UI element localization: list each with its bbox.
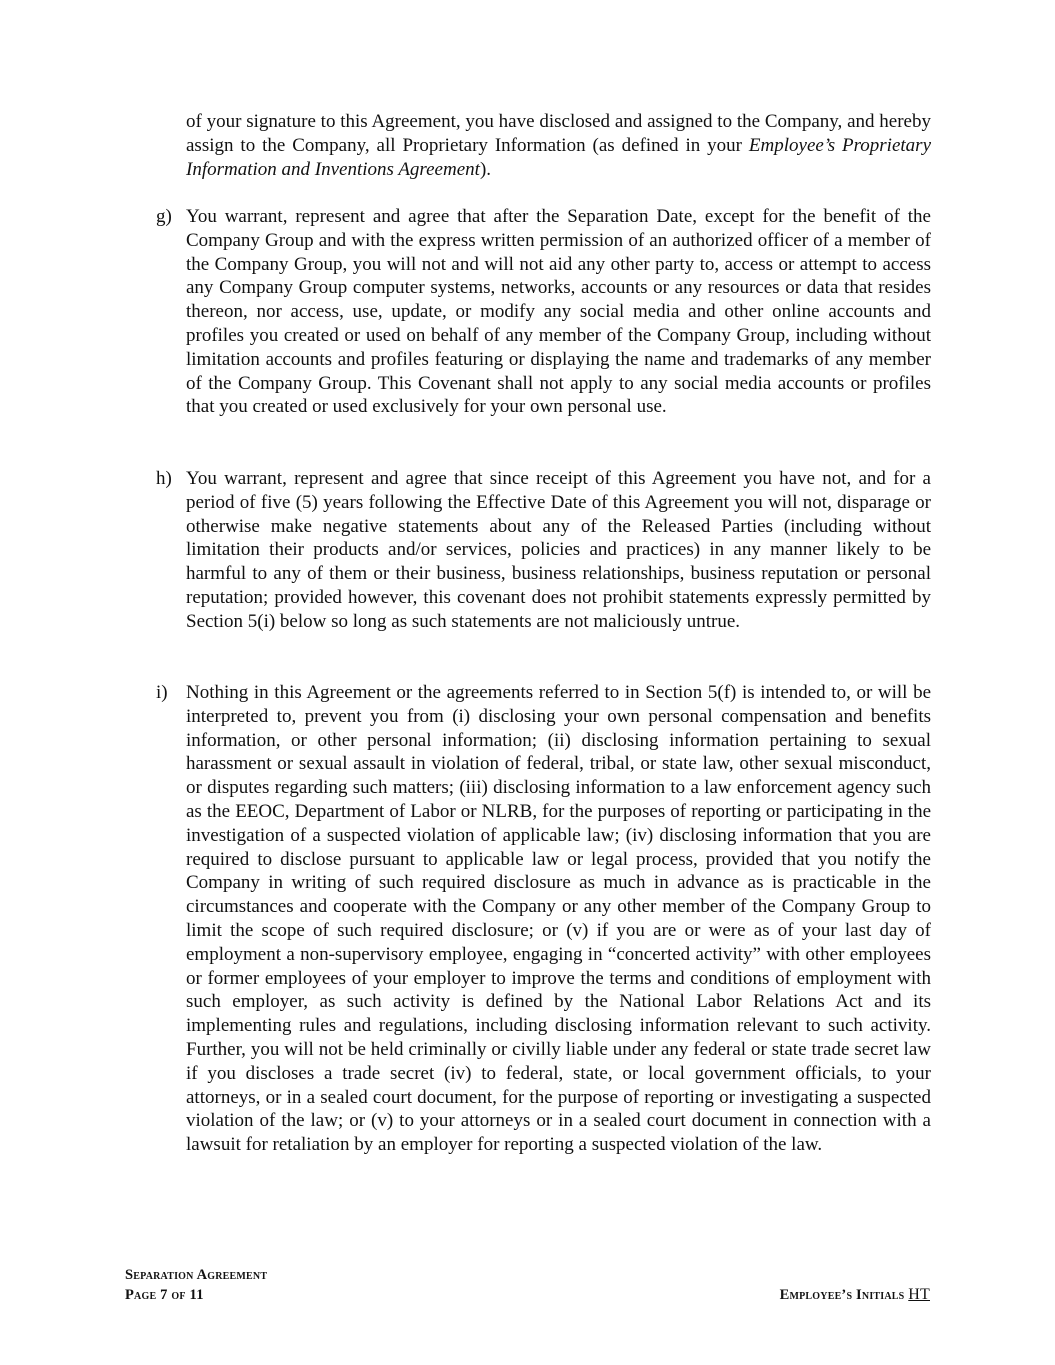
section-i-text: Nothing in this Agreement or the agreements referred to in Section 5(f) is intended to, or will be interpreted to, prevent you from (i) disclosing your own personal compensation and benefits information, or other personal information; (ii) disclosing information pertaining to sexual harassment or sexual assault in violation of federal, tribal, or state law, other sexual misconduct, or disputes regarding such matters; (iii) disclosing information to a law enforcement agency such as the EEOC, Department of Labor or NLRB, for the purposes of reporting or participating in the investigation of a suspected violation of applicable law; (iv) disclosing information that you are required to disclose pursuant to applicable law or legal process, provided that you notify the Company in writing of such required disclosure as much in advance as is practicable in the circumstances and cooperate with the Company or any other member of the Company Group to limit the scope of such required disclosure; or (v) if you are or were as of your last day of employment a non-supervisory employee, engaging in “concerted activity” with other employees or former employees of your employer to improve the terms and conditions of employment with such employer, as such activity is defined by the National Labor Relations Act and its implementing rules and regulations, including disclosing information relevant to such activity. Further, you will not be held criminally or civilly liable under any federal or state trade secret law if you discloses a trade secret (iv) to federal, state, or local government officials, to your attorneys, or in a sealed court document, for the purpose of reporting or investigating a suspected violation of the law; or (v) to your attorneys or in a sealed court document in connection with a lawsuit for retaliation by an employer for reporting a suspected violation of the law. [186, 682, 931, 1156]
footer-page-number: Page 7 of 11 [125, 1287, 204, 1303]
intro-italic-title: Employee’s Proprietary Information and Inventions Agreement [186, 134, 932, 180]
footer-initials-value: HT [908, 1286, 930, 1303]
footer-initials [780, 1285, 930, 1305]
section-i-marker: i) [156, 682, 168, 703]
intro-text-after: ). [479, 158, 492, 180]
section-h-marker: h) [156, 468, 172, 489]
intro-paragraph [186, 110, 931, 181]
footer-left [125, 1265, 267, 1305]
section-h-text: You warrant, represent and agree that since receipt of this Agreement you have not, and for a period of five (5) years following the Effective Date of this Agreement you will not, disparage or otherwise make negative statements about any of the Released Parties (including without limitation their products and/or services, policies and practices) in any manner likely to be harmful to any of them or their business, business relationships, business reputation or personal reputation; provided however, this covenant does not prohibit statements expressly permitted by Section 5(i) below so long as such statements are not maliciously untrue. [186, 468, 931, 632]
footer-initials-label: Employee’s Initials [779, 1287, 905, 1303]
section-g-text: You warrant, represent and agree that after the Separation Date, except for the benefit of the Company Group and with the express written permission of an authorized officer of a member of the Company Group, you will not and will not aid any other party to, access or attempt to access any Company Group computer systems, networks, accounts or any resources or data that resides thereon, nor access, use, update, or modify any social media and other online accounts and profiles you created or used on behalf of any member of the Company Group, including without limitation accounts and profiles featuring or displaying the name and trademarks of any member of the Company Group. This Covenant shall not apply to any social media accounts or profiles that you created or used exclusively for your own personal use. [186, 206, 931, 418]
section-g-marker: g) [156, 206, 172, 227]
footer-doc-title: Separation Agreement [125, 1267, 268, 1283]
intro-text-before: of your signature to this Agreement, you have disclosed and assigned to the Company, and hereby assign to the Company, all Proprietary Information (as defined in your [186, 111, 931, 156]
